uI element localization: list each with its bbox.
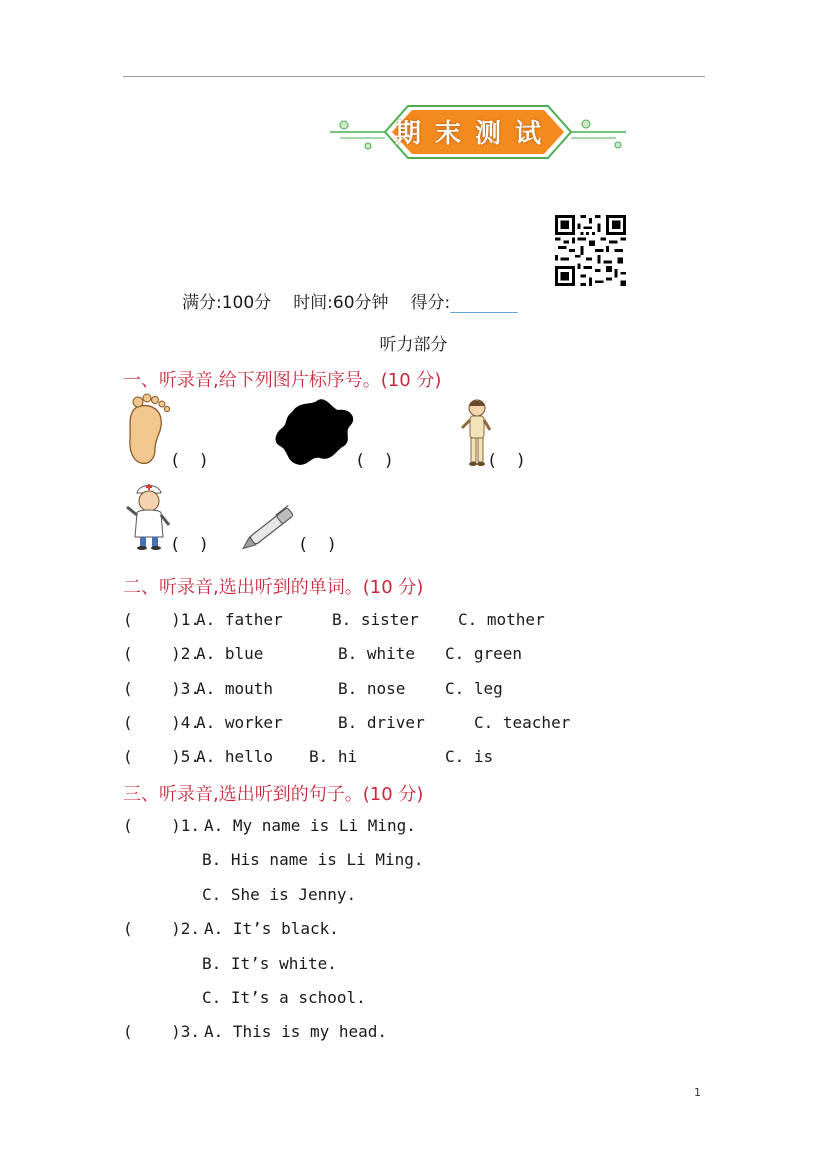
- word-question-3: [123, 679, 683, 699]
- top-rule: [123, 76, 705, 77]
- option-c: C. leg: [445, 679, 503, 698]
- answer-paren-1[interactable]: ( ): [172, 451, 207, 471]
- option-c: C. mother: [458, 610, 545, 629]
- sentence-q2-option-c: C. It’s a school.: [202, 988, 366, 1007]
- section2-title: 二、听录音,选出听到的单词。: [123, 577, 363, 598]
- pen-picture: [241, 498, 305, 552]
- option-b: B. nose: [338, 679, 406, 698]
- question-number[interactable]: ( )1.: [123, 610, 201, 629]
- option-a: A. hello: [196, 747, 274, 766]
- exam-info: [182, 288, 518, 313]
- option-a: A. mouth: [196, 679, 274, 698]
- section1-heading: [123, 366, 441, 392]
- option-b: B. hi: [309, 747, 358, 766]
- man-picture: [459, 398, 493, 468]
- section1-points: (10 分): [380, 370, 442, 391]
- sentence-question-2-number[interactable]: ( )2.: [123, 919, 201, 938]
- sentence-question-3-number[interactable]: ( )3.: [123, 1022, 201, 1041]
- answer-paren-4[interactable]: ( ): [172, 535, 207, 555]
- section1-title: 一、听录音,给下列图片标序号。: [123, 370, 381, 391]
- word-question-1: [123, 610, 683, 630]
- section3-heading: [123, 780, 423, 806]
- score-blank[interactable]: [450, 294, 518, 313]
- sentence-question-1-number[interactable]: ( )1.: [123, 816, 201, 835]
- section2-points: (10 分): [362, 577, 424, 598]
- option-a: A. blue: [196, 644, 264, 663]
- sentence-q2-option-b: B. It’s white.: [202, 954, 337, 973]
- foot-picture: [125, 393, 173, 467]
- option-c: C. is: [445, 747, 494, 766]
- option-a: A. father: [196, 610, 283, 629]
- question-number[interactable]: ( )3.: [123, 679, 201, 698]
- option-a: A. worker: [196, 713, 283, 732]
- doctor-picture: [125, 481, 173, 551]
- banner-title: 期末测试: [395, 119, 556, 149]
- section3-points: (10 分): [362, 784, 424, 805]
- answer-paren-2[interactable]: ( ): [357, 451, 392, 471]
- full-score: 满分:100分: [182, 293, 272, 313]
- black-ink-picture: [272, 398, 358, 468]
- page-number: 1: [694, 1086, 701, 1099]
- answer-paren-3[interactable]: ( ): [489, 451, 524, 471]
- option-b: B. white: [338, 644, 416, 663]
- question-number[interactable]: ( )5.: [123, 747, 201, 766]
- sentence-q1-option-a: A. My name is Li Ming.: [204, 816, 416, 835]
- sentence-q3-option-a: A. This is my head.: [204, 1022, 388, 1041]
- option-c: C. teacher: [474, 713, 571, 732]
- section2-heading: [123, 573, 423, 599]
- word-question-2: [123, 644, 683, 664]
- option-c: C. green: [445, 644, 523, 663]
- question-number[interactable]: ( )2.: [123, 644, 201, 663]
- option-b: B. driver: [338, 713, 425, 732]
- question-number[interactable]: ( )4.: [123, 713, 201, 732]
- part-title: 听力部分: [379, 335, 448, 355]
- answer-paren-5[interactable]: ( ): [300, 535, 335, 555]
- sentence-q2-option-a: A. It’s black.: [204, 919, 339, 938]
- qr-code[interactable]: [555, 215, 626, 286]
- option-b: B. sister: [332, 610, 419, 629]
- sentence-q1-option-b: B. His name is Li Ming.: [202, 850, 424, 869]
- word-question-4: [123, 713, 703, 733]
- time-limit: 时间:60分钟: [293, 293, 389, 313]
- section3-title: 三、听录音,选出听到的句子。: [123, 784, 363, 805]
- word-question-5: [123, 747, 683, 767]
- score-label: 得分:: [410, 293, 451, 313]
- sentence-q1-option-c: C. She is Jenny.: [202, 885, 357, 904]
